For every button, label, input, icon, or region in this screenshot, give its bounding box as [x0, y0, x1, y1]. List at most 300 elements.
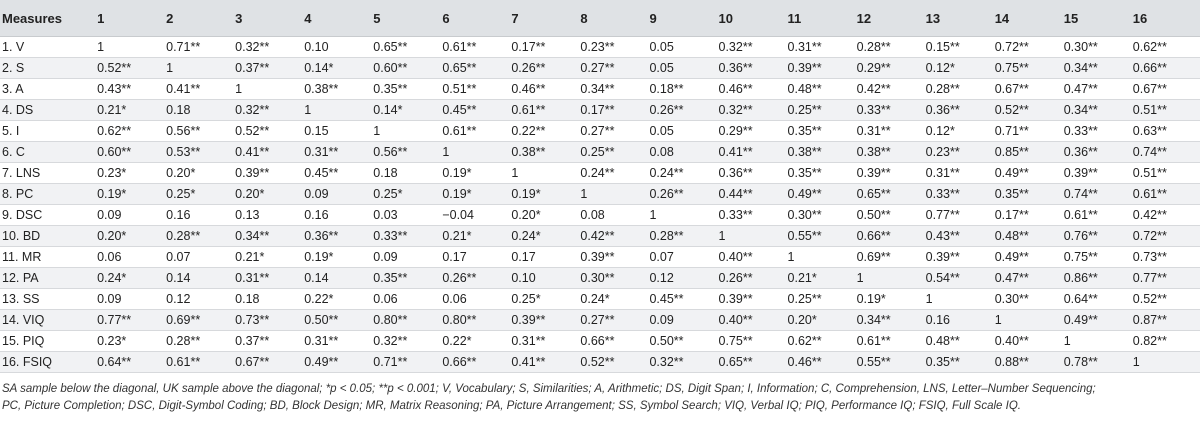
table-cell: 0.12: [164, 289, 233, 310]
table-cell: 0.17: [509, 247, 578, 268]
table-cell: 0.20*: [509, 205, 578, 226]
measure-label: 16. FSIQ: [0, 352, 95, 373]
table-cell: 0.38**: [786, 142, 855, 163]
table-cell: 0.77**: [924, 205, 993, 226]
table-cell: 0.34**: [1062, 100, 1131, 121]
column-header-4: 4: [302, 0, 371, 37]
column-header-14: 14: [993, 0, 1062, 37]
table-cell: 0.19*: [509, 184, 578, 205]
table-cell: 0.27**: [578, 310, 647, 331]
table-cell: 0.14*: [302, 58, 371, 79]
measure-label: 13. SS: [0, 289, 95, 310]
column-header-measures: Measures: [0, 0, 95, 37]
table-cell: 0.65**: [440, 58, 509, 79]
table-cell: 0.88**: [993, 352, 1062, 373]
table-cell: 0.45**: [440, 100, 509, 121]
table-cell: 0.32**: [233, 100, 302, 121]
table-cell: 0.07: [647, 247, 716, 268]
table-cell: 0.06: [371, 289, 440, 310]
table-cell: 0.67**: [993, 79, 1062, 100]
table-cell: 0.61**: [509, 100, 578, 121]
table-cell: 0.20*: [233, 184, 302, 205]
table-cell: 0.33**: [1062, 121, 1131, 142]
table-cell: 0.39**: [717, 289, 786, 310]
measure-label: 8. PC: [0, 184, 95, 205]
table-cell: −0.04: [440, 205, 509, 226]
table-cell: 0.71**: [993, 121, 1062, 142]
table-cell: 0.67**: [233, 352, 302, 373]
table-cell: 0.30**: [993, 289, 1062, 310]
table-cell: 0.61**: [1131, 184, 1200, 205]
table-cell: 0.15**: [924, 37, 993, 58]
table-cell: 1: [924, 289, 993, 310]
table-cell: 0.22*: [440, 331, 509, 352]
table-cell: 0.35**: [924, 352, 993, 373]
table-body: [0, 37, 1200, 373]
table-cell: 0.17**: [993, 205, 1062, 226]
table-cell: 0.40**: [717, 310, 786, 331]
table-row: [0, 184, 1200, 205]
table-cell: 0.18: [164, 100, 233, 121]
table-cell: 0.52**: [993, 100, 1062, 121]
table-cell: 0.35**: [371, 268, 440, 289]
table-cell: 0.26**: [509, 58, 578, 79]
table-cell: 0.33**: [371, 226, 440, 247]
footnote-line-1: SA sample below the diagonal, UK sample above the diagonal; *p < 0.05; **p < 0.001; V, Vocabulary; S, Similarities; A, Arithmetic; DS, Digit Span; I, Information; C, Comprehension, LNS, Letter–Number Sequencing;: [2, 383, 1096, 395]
table-cell: 0.65**: [717, 352, 786, 373]
table-cell: 0.46**: [717, 79, 786, 100]
table-cell: 0.20*: [164, 163, 233, 184]
measure-label: 5. I: [0, 121, 95, 142]
table-cell: 0.36**: [924, 100, 993, 121]
table-header: [0, 0, 1200, 37]
table-footnote: [0, 373, 1200, 415]
table-cell: 0.87**: [1131, 310, 1200, 331]
table-cell: 0.19*: [95, 184, 164, 205]
table-cell: 0.77**: [95, 310, 164, 331]
table-cell: 0.31**: [509, 331, 578, 352]
table-cell: 0.80**: [440, 310, 509, 331]
table-cell: 0.62**: [1131, 37, 1200, 58]
table-cell: 0.75**: [1062, 247, 1131, 268]
table-cell: 0.61**: [1062, 205, 1131, 226]
table-cell: 0.39**: [855, 163, 924, 184]
table-cell: 0.50**: [302, 310, 371, 331]
table-cell: 0.41**: [164, 79, 233, 100]
table-cell: 0.28**: [855, 37, 924, 58]
measure-label: 6. C: [0, 142, 95, 163]
table-cell: 0.42**: [1131, 205, 1200, 226]
table-cell: 0.19*: [440, 163, 509, 184]
table-cell: 0.17**: [509, 37, 578, 58]
table-row: [0, 226, 1200, 247]
measure-label: 14. VIQ: [0, 310, 95, 331]
measure-label: 7. LNS: [0, 163, 95, 184]
column-header-11: 11: [786, 0, 855, 37]
table-cell: 0.72**: [1131, 226, 1200, 247]
footnote-line-2: PC, Picture Completion; DSC, Digit-Symbol Coding; BD, Block Design; MR, Matrix Reasoning; PA, Picture Arrangement; SS, Symbol Search; VIQ, Verbal IQ; PIQ, Performance IQ; FSIQ, Full Scale IQ.: [2, 400, 1021, 412]
table-cell: 0.20*: [786, 310, 855, 331]
table-cell: 0.51**: [1131, 100, 1200, 121]
table-cell: 0.30**: [786, 205, 855, 226]
table-cell: 0.25*: [371, 184, 440, 205]
table-cell: 0.25**: [786, 289, 855, 310]
measure-label: 1. V: [0, 37, 95, 58]
table-cell: 0.17: [440, 247, 509, 268]
table-cell: 0.32**: [717, 100, 786, 121]
table-cell: 0.46**: [786, 352, 855, 373]
table-cell: 0.75**: [717, 331, 786, 352]
table-row: [0, 247, 1200, 268]
table-cell: 0.18: [233, 289, 302, 310]
table-cell: 0.29**: [855, 58, 924, 79]
table-cell: 0.42**: [578, 226, 647, 247]
table-cell: 0.43**: [924, 226, 993, 247]
table-cell: 0.09: [95, 289, 164, 310]
table-cell: 1: [1062, 331, 1131, 352]
table-cell: 0.49**: [786, 184, 855, 205]
table-cell: 0.16: [164, 205, 233, 226]
table-cell: 0.06: [95, 247, 164, 268]
table-cell: 0.20*: [95, 226, 164, 247]
table-cell: 0.38**: [855, 142, 924, 163]
table-cell: 0.21*: [233, 247, 302, 268]
table-cell: 0.35**: [786, 163, 855, 184]
column-header-16: 16: [1131, 0, 1200, 37]
table-cell: 0.06: [440, 289, 509, 310]
header-row: [0, 0, 1200, 37]
table-cell: 0.31**: [302, 331, 371, 352]
table-cell: 0.23*: [95, 163, 164, 184]
table-cell: 0.29**: [717, 121, 786, 142]
column-header-7: 7: [509, 0, 578, 37]
table-row: [0, 331, 1200, 352]
table-cell: 0.47**: [1062, 79, 1131, 100]
table-cell: 0.77**: [1131, 268, 1200, 289]
table-row: [0, 142, 1200, 163]
table-cell: 0.34**: [1062, 58, 1131, 79]
table-cell: 0.21*: [786, 268, 855, 289]
table-cell: 0.34**: [578, 79, 647, 100]
table-cell: 0.62**: [95, 121, 164, 142]
table-cell: 0.51**: [440, 79, 509, 100]
table-cell: 0.39**: [786, 58, 855, 79]
table-cell: 0.49**: [993, 163, 1062, 184]
table-cell: 1: [233, 79, 302, 100]
table-cell: 0.52**: [233, 121, 302, 142]
table-cell: 0.39**: [578, 247, 647, 268]
table-cell: 0.76**: [1062, 226, 1131, 247]
table-cell: 0.19*: [440, 184, 509, 205]
table-cell: 0.50**: [855, 205, 924, 226]
table-cell: 0.39**: [509, 310, 578, 331]
table-cell: 0.32**: [371, 331, 440, 352]
table-cell: 0.16: [924, 310, 993, 331]
table-row: [0, 205, 1200, 226]
measure-label: 15. PIQ: [0, 331, 95, 352]
table-cell: 0.66**: [578, 331, 647, 352]
table-cell: 0.31**: [786, 37, 855, 58]
table-cell: 0.18**: [647, 79, 716, 100]
table-cell: 0.53**: [164, 142, 233, 163]
table-cell: 0.82**: [1131, 331, 1200, 352]
table-cell: 0.61**: [440, 37, 509, 58]
table-cell: 0.49**: [302, 352, 371, 373]
table-row: [0, 352, 1200, 373]
table-cell: 0.14: [164, 268, 233, 289]
table-cell: 0.66**: [855, 226, 924, 247]
table-cell: 0.31**: [302, 142, 371, 163]
table-cell: 0.17**: [578, 100, 647, 121]
table-cell: 0.33**: [924, 184, 993, 205]
table-cell: 0.05: [647, 37, 716, 58]
table-cell: 0.36**: [717, 163, 786, 184]
column-header-2: 2: [164, 0, 233, 37]
table-cell: 0.55**: [786, 226, 855, 247]
table-cell: 0.35**: [993, 184, 1062, 205]
table-cell: 0.16: [302, 205, 371, 226]
table-cell: 0.73**: [233, 310, 302, 331]
column-header-8: 8: [578, 0, 647, 37]
table-cell: 0.54**: [924, 268, 993, 289]
table-cell: 0.42**: [855, 79, 924, 100]
measure-label: 2. S: [0, 58, 95, 79]
table-cell: 0.26**: [717, 268, 786, 289]
table-cell: 0.85**: [993, 142, 1062, 163]
table-cell: 0.32**: [233, 37, 302, 58]
measure-label: 4. DS: [0, 100, 95, 121]
table-cell: 0.27**: [578, 58, 647, 79]
table-cell: 0.19*: [855, 289, 924, 310]
table-cell: 0.73**: [1131, 247, 1200, 268]
table-cell: 0.74**: [1131, 142, 1200, 163]
table-row: [0, 121, 1200, 142]
table-cell: 0.51**: [1131, 163, 1200, 184]
table-cell: 0.52**: [1131, 289, 1200, 310]
table-cell: 0.05: [647, 121, 716, 142]
table-cell: 0.39**: [924, 247, 993, 268]
table-row: [0, 289, 1200, 310]
column-header-10: 10: [717, 0, 786, 37]
table-cell: 0.23*: [95, 331, 164, 352]
table-cell: 0.56**: [371, 142, 440, 163]
table-row: [0, 79, 1200, 100]
table-row: [0, 37, 1200, 58]
table-cell: 1: [578, 184, 647, 205]
table-cell: 0.09: [647, 310, 716, 331]
table-cell: 0.28**: [164, 226, 233, 247]
table-cell: 0.19*: [302, 247, 371, 268]
table-cell: 0.12: [647, 268, 716, 289]
table-cell: 0.49**: [1062, 310, 1131, 331]
table-cell: 0.28**: [164, 331, 233, 352]
table-cell: 1: [1131, 352, 1200, 373]
table-cell: 0.08: [578, 205, 647, 226]
table-cell: 0.37**: [233, 331, 302, 352]
column-header-5: 5: [371, 0, 440, 37]
table-cell: 0.22**: [509, 121, 578, 142]
table-cell: 0.23**: [924, 142, 993, 163]
table-cell: 0.14*: [371, 100, 440, 121]
table-cell: 0.36**: [1062, 142, 1131, 163]
column-header-3: 3: [233, 0, 302, 37]
measure-label: 12. PA: [0, 268, 95, 289]
table-row: [0, 163, 1200, 184]
table-cell: 0.52**: [95, 58, 164, 79]
table-cell: 0.74**: [1062, 184, 1131, 205]
table-cell: 0.61**: [855, 331, 924, 352]
table-cell: 0.55**: [855, 352, 924, 373]
table-cell: 0.18: [371, 163, 440, 184]
table-cell: 0.60**: [371, 58, 440, 79]
table-cell: 0.08: [647, 142, 716, 163]
table-cell: 0.37**: [233, 58, 302, 79]
table-cell: 0.69**: [855, 247, 924, 268]
table-cell: 0.67**: [1131, 79, 1200, 100]
table-cell: 0.41**: [717, 142, 786, 163]
table-cell: 0.21*: [440, 226, 509, 247]
table-cell: 0.03: [371, 205, 440, 226]
table-cell: 1: [371, 121, 440, 142]
column-header-12: 12: [855, 0, 924, 37]
table-cell: 1: [786, 247, 855, 268]
table-cell: 0.61**: [440, 121, 509, 142]
table-cell: 0.12*: [924, 121, 993, 142]
table-cell: 0.71**: [164, 37, 233, 58]
table-cell: 0.45**: [647, 289, 716, 310]
table-cell: 0.47**: [993, 268, 1062, 289]
table-cell: 0.21*: [95, 100, 164, 121]
table-cell: 0.80**: [371, 310, 440, 331]
table-cell: 0.62**: [786, 331, 855, 352]
table-cell: 0.60**: [95, 142, 164, 163]
table-cell: 0.34**: [233, 226, 302, 247]
table-cell: 0.61**: [164, 352, 233, 373]
table-cell: 0.15: [302, 121, 371, 142]
column-header-9: 9: [647, 0, 716, 37]
table-cell: 0.43**: [95, 79, 164, 100]
table-cell: 0.31**: [233, 268, 302, 289]
column-header-6: 6: [440, 0, 509, 37]
table-cell: 0.10: [509, 268, 578, 289]
table-cell: 0.64**: [95, 352, 164, 373]
table-cell: 0.39**: [233, 163, 302, 184]
table-cell: 0.24*: [509, 226, 578, 247]
table-cell: 0.71**: [371, 352, 440, 373]
table-cell: 1: [509, 163, 578, 184]
table-cell: 0.66**: [440, 352, 509, 373]
table-cell: 0.78**: [1062, 352, 1131, 373]
table-cell: 0.24*: [578, 289, 647, 310]
table-cell: 0.33**: [717, 205, 786, 226]
table-cell: 1: [993, 310, 1062, 331]
column-header-1: 1: [95, 0, 164, 37]
column-header-13: 13: [924, 0, 993, 37]
table-cell: 0.66**: [1131, 58, 1200, 79]
table-cell: 0.49**: [993, 247, 1062, 268]
measure-label: 9. DSC: [0, 205, 95, 226]
table-cell: 0.26**: [440, 268, 509, 289]
table-cell: 0.23**: [578, 37, 647, 58]
table-cell: 0.30**: [578, 268, 647, 289]
table-cell: 0.63**: [1131, 121, 1200, 142]
table-cell: 0.32**: [647, 352, 716, 373]
table-cell: 0.09: [302, 184, 371, 205]
table-cell: 0.48**: [993, 226, 1062, 247]
table-cell: 0.40**: [993, 331, 1062, 352]
table-cell: 1: [647, 205, 716, 226]
table-cell: 0.45**: [302, 163, 371, 184]
table-cell: 0.48**: [924, 331, 993, 352]
table-cell: 0.25**: [578, 142, 647, 163]
table-cell: 0.24*: [95, 268, 164, 289]
column-header-15: 15: [1062, 0, 1131, 37]
table-cell: 0.28**: [924, 79, 993, 100]
table-cell: 1: [440, 142, 509, 163]
table-cell: 0.52**: [578, 352, 647, 373]
table-cell: 0.36**: [717, 58, 786, 79]
table-cell: 0.28**: [647, 226, 716, 247]
table-cell: 0.09: [95, 205, 164, 226]
table-cell: 0.86**: [1062, 268, 1131, 289]
table-cell: 0.25*: [164, 184, 233, 205]
table-cell: 0.13: [233, 205, 302, 226]
table-cell: 0.75**: [993, 58, 1062, 79]
table-cell: 0.26**: [647, 100, 716, 121]
table-cell: 0.14: [302, 268, 371, 289]
table-cell: 0.38**: [302, 79, 371, 100]
table-cell: 0.44**: [717, 184, 786, 205]
table-cell: 0.12*: [924, 58, 993, 79]
table-cell: 0.27**: [578, 121, 647, 142]
table-cell: 0.09: [371, 247, 440, 268]
table-cell: 0.46**: [509, 79, 578, 100]
table-cell: 0.69**: [164, 310, 233, 331]
table-row: [0, 100, 1200, 121]
table-cell: 1: [302, 100, 371, 121]
table-cell: 0.50**: [647, 331, 716, 352]
table-cell: 0.26**: [647, 184, 716, 205]
table-cell: 0.25**: [786, 100, 855, 121]
table-cell: 0.31**: [924, 163, 993, 184]
table-cell: 0.56**: [164, 121, 233, 142]
table-cell: 0.05: [647, 58, 716, 79]
table-cell: 0.64**: [1062, 289, 1131, 310]
table-cell: 0.22*: [302, 289, 371, 310]
table-row: [0, 268, 1200, 289]
measure-label: 10. BD: [0, 226, 95, 247]
table-cell: 0.65**: [855, 184, 924, 205]
table-cell: 0.72**: [993, 37, 1062, 58]
table-cell: 0.07: [164, 247, 233, 268]
table-cell: 1: [95, 37, 164, 58]
table-cell: 0.65**: [371, 37, 440, 58]
table-cell: 1: [717, 226, 786, 247]
table-cell: 0.48**: [786, 79, 855, 100]
table-cell: 0.10: [302, 37, 371, 58]
table-cell: 0.24**: [647, 163, 716, 184]
table-cell: 0.35**: [786, 121, 855, 142]
table-cell: 0.38**: [509, 142, 578, 163]
table-cell: 0.30**: [1062, 37, 1131, 58]
table-cell: 1: [164, 58, 233, 79]
table-cell: 0.39**: [1062, 163, 1131, 184]
table-cell: 0.34**: [855, 310, 924, 331]
table-cell: 0.35**: [371, 79, 440, 100]
measure-label: 3. A: [0, 79, 95, 100]
table-cell: 0.33**: [855, 100, 924, 121]
table-cell: 0.41**: [509, 352, 578, 373]
